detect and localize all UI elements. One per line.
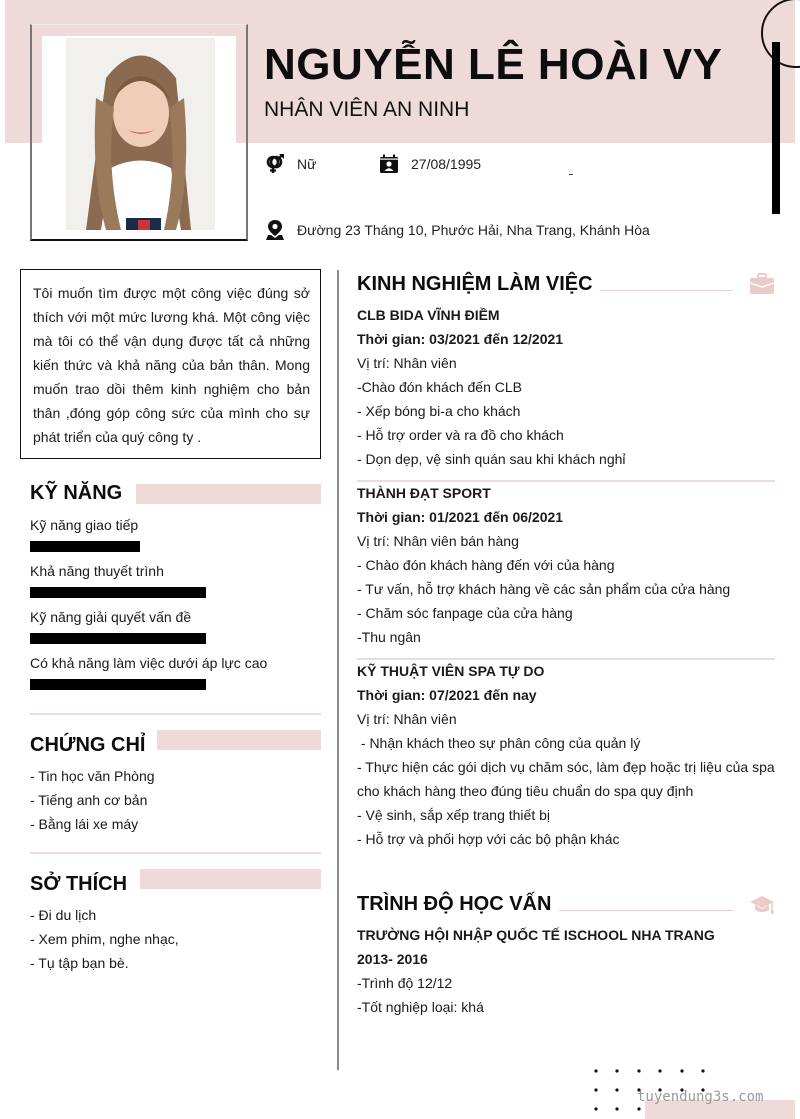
hobbies-title-bar <box>140 869 321 889</box>
skill-label: Có khả năng làm việc dưới áp lực cao <box>30 655 268 671</box>
decorative-vertical-bar <box>772 42 780 214</box>
experience-title-rule <box>600 290 733 291</box>
school-name: TRƯỜNG HỘI NHẬP QUỐC TẾ ISCHOOL NHA TRANG <box>357 927 715 943</box>
candidate-name: NGUYỄN LÊ HOÀI VY <box>264 40 723 89</box>
skills-title-bar <box>136 484 321 504</box>
job-detail: Vị trí: Nhân viên <box>357 711 457 727</box>
section-divider <box>30 713 321 715</box>
calendar-icon <box>379 154 399 174</box>
hobbies-title: SỞ THÍCH <box>30 873 128 895</box>
skill-level-bar <box>30 541 140 552</box>
skill-label: Kỹ năng giải quyết vấn đề <box>30 609 192 625</box>
job-detail: - Vệ sinh, sắp xếp trang thiết bị <box>357 807 550 823</box>
education-title-rule <box>559 910 733 911</box>
career-objective-box <box>20 269 321 459</box>
profile-photo <box>66 38 215 230</box>
education-detail: -Trình độ 12/12 <box>357 975 453 991</box>
certificate-item: - Bằng lái xe máy <box>30 816 139 832</box>
job-detail: - Chăm sóc fanpage của cửa hàng <box>357 605 573 621</box>
certificates-title-bar <box>157 730 321 750</box>
job-company: THÀNH ĐẠT SPORT <box>357 485 491 501</box>
certificate-item: - Tin học văn Phòng <box>30 768 155 784</box>
certificate-item: - Tiếng anh cơ bản <box>30 792 148 808</box>
job-detail: cho khách hàng theo đúng tiêu chuẩn do spa quy định <box>357 783 694 799</box>
job-detail: - Thực hiện các gói dịch vụ chăm sóc, làm đẹp hoặc trị liệu của spa <box>357 759 775 775</box>
job-detail: -Thu ngân <box>357 629 421 645</box>
job-company: CLB BIDA VĨNH ĐIỀM <box>357 307 500 323</box>
graduation-cap-icon <box>749 894 775 916</box>
skills-title: KỸ NĂNG <box>30 482 123 504</box>
job-detail: Vị trí: Nhân viên bán hàng <box>357 533 519 549</box>
job-company: KỸ THUẬT VIÊN SPA TỰ DO <box>357 663 545 679</box>
job-detail: -Chào đón khách đến CLB <box>357 379 522 395</box>
certificates-title: CHỨNG CHỈ <box>30 734 146 756</box>
job-title: NHÂN VIÊN AN NINH <box>264 98 470 121</box>
dob-info <box>379 154 481 174</box>
job-divider <box>357 480 775 482</box>
skill-label: Khả năng thuyết trình <box>30 563 164 579</box>
gender-icon <box>265 154 285 174</box>
portrait-icon <box>66 38 215 230</box>
section-divider <box>30 852 321 854</box>
experience-title: KINH NGHIỆM LÀM VIỆC <box>357 273 593 295</box>
gender-value: Nữ <box>297 156 317 172</box>
hobby-item: - Xem phim, nghe nhạc, <box>30 931 179 947</box>
education-detail: -Tốt nghiệp loại: khá <box>357 999 484 1015</box>
job-detail: - Hỗ trợ order và ra đồ cho khách <box>357 427 564 443</box>
skill-label: Kỹ năng giao tiếp <box>30 517 139 533</box>
address-value: Đường 23 Tháng 10, Phước Hải, Nha Trang, Khánh Hòa <box>297 222 650 238</box>
job-detail: - Tư vấn, hỗ trợ khách hàng về các sản phẩm của cửa hàng <box>357 581 731 597</box>
skill-level-bar <box>30 587 206 598</box>
gender-info <box>265 154 316 174</box>
job-detail: Vị trí: Nhân viên <box>357 355 457 371</box>
watermark: tuyendung3s.com <box>637 1089 764 1105</box>
job-period: Thời gian: 01/2021 đến 06/2021 <box>357 509 564 525</box>
school-years: 2013- 2016 <box>357 951 428 967</box>
skill-level-bar <box>30 633 206 644</box>
dob-value: 27/08/1995 <box>411 156 482 172</box>
hobby-item: - Đi du lịch <box>30 907 97 923</box>
job-period: Thời gian: 07/2021 đến nay <box>357 687 537 703</box>
job-detail: - Dọn dẹp, vệ sinh quán sau khi khách nghỉ <box>357 451 626 467</box>
hobby-item: - Tụ tập bạn bè. <box>30 955 129 971</box>
education-title: TRÌNH ĐỘ HỌC VẤN <box>357 893 552 915</box>
job-period: Thời gian: 03/2021 đến 12/2021 <box>357 331 564 347</box>
map-pin-icon <box>265 220 285 240</box>
skill-level-bar <box>30 679 206 690</box>
address-info <box>265 220 650 240</box>
briefcase-icon <box>749 273 775 295</box>
career-objective-text: Tôi muốn tìm được một công việc đúng sở thích với một mức lương khá. Một công việc mà tôi có thể vận dụng được tất cả những kiến thức và khả năng của bản thân. Mong muốn trao dồi thêm kinh nghiệm cho bản thân ,đóng góp công sức của mình cho sự phát triển của quý công ty . <box>33 285 310 445</box>
job-detail: - Chào đón khách hàng đến với của hàng <box>357 557 615 573</box>
job-detail: - Hỗ trợ và phối hợp với các bộ phận khác <box>357 831 620 847</box>
stray-mark <box>569 174 573 175</box>
job-detail: - Xếp bóng bi-a cho khách <box>357 403 521 419</box>
job-detail: - Nhận khách theo sự phân công của quản lý <box>357 735 641 751</box>
column-divider <box>337 270 339 1070</box>
job-divider <box>357 658 775 660</box>
